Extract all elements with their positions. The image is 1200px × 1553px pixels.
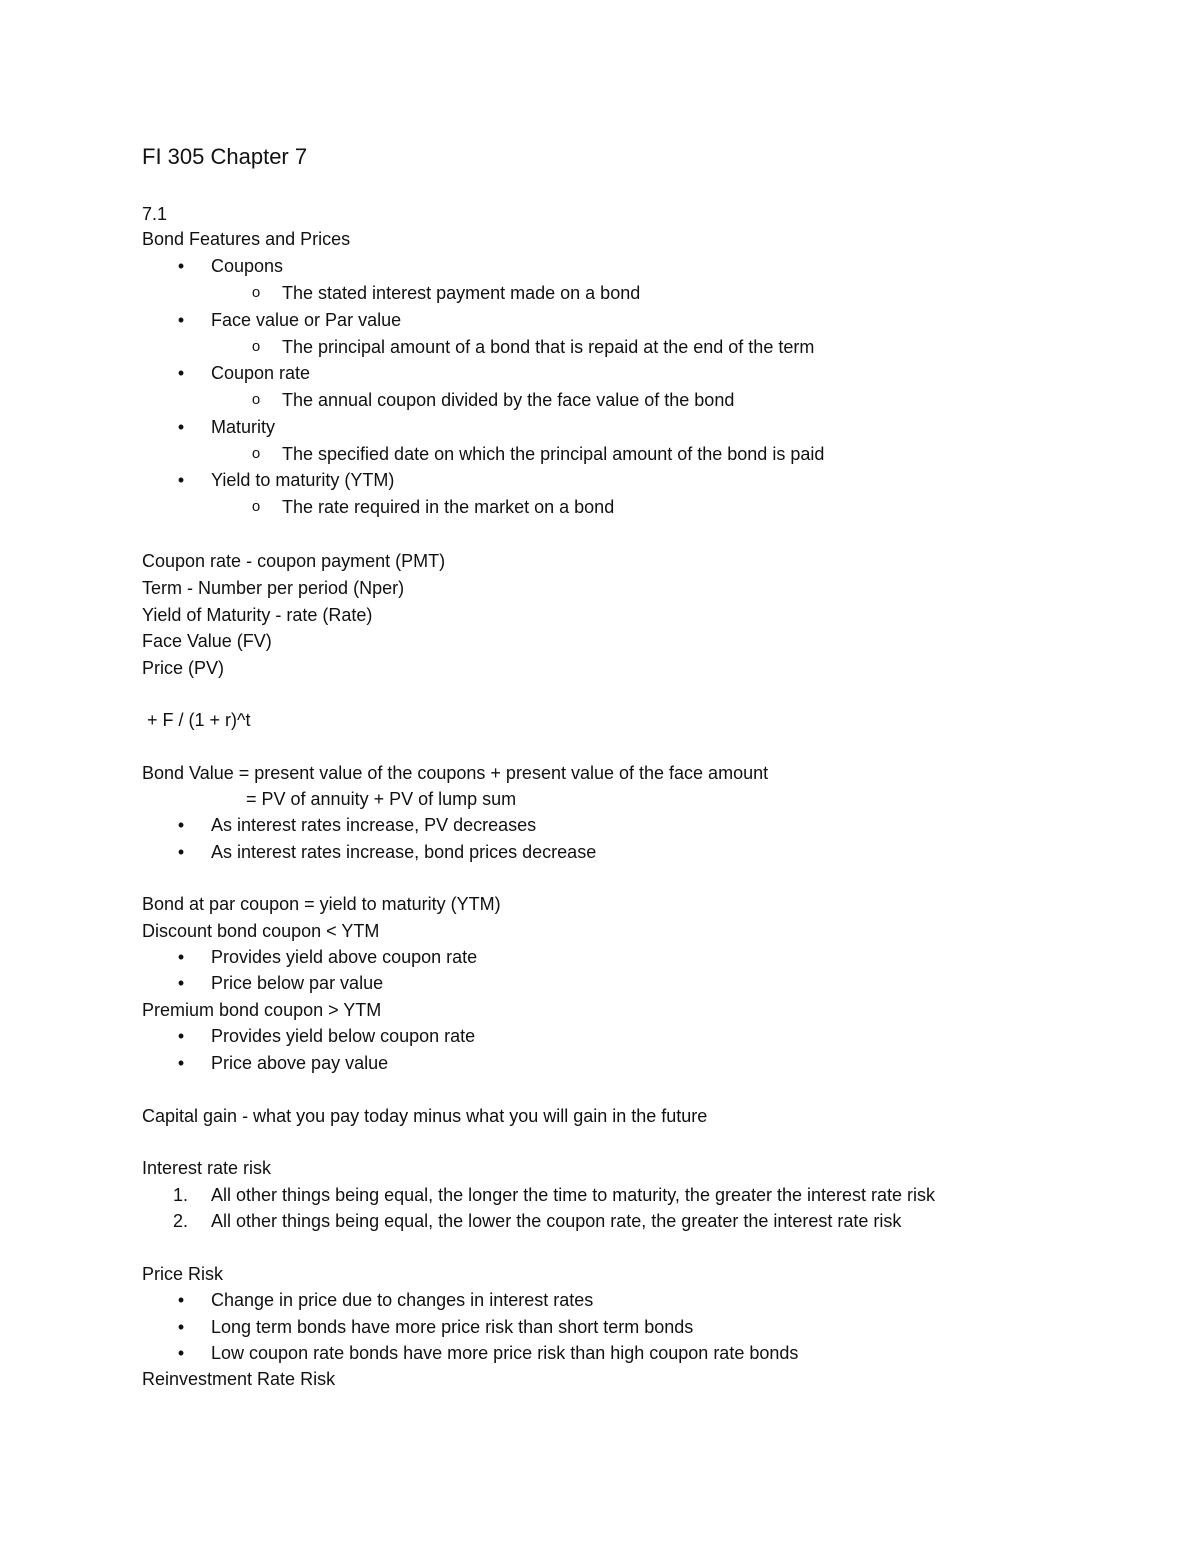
premium-line: Premium bond coupon > YTM — [142, 1000, 382, 1020]
list-number: 1. — [173, 1185, 189, 1205]
bullet-icon: • — [177, 815, 185, 835]
bullet-icon: • — [177, 363, 185, 383]
section-number: 7.1 — [142, 204, 168, 224]
hollow-bullet-icon: o — [251, 498, 261, 515]
discount-line: Discount bond coupon < YTM — [142, 921, 380, 941]
bullet-icon: • — [177, 842, 185, 862]
bullet-text: Long term bonds have more price risk than short term bonds — [211, 1317, 694, 1337]
bullet-text: Provides yield above coupon rate — [211, 947, 478, 967]
bond-value-line-continued: = PV of annuity + PV of lump sum — [246, 789, 517, 809]
feature-definition: The specified date on which the principal amount of the bond is paid — [282, 444, 825, 464]
bullet-icon: • — [177, 310, 185, 330]
interest-rate-risk-heading: Interest rate risk — [142, 1158, 272, 1178]
bond-value-line: Bond Value = present value of the coupons + present value of the face amount — [142, 763, 769, 783]
hollow-bullet-icon: o — [251, 284, 261, 301]
bullet-text: Provides yield below coupon rate — [211, 1026, 476, 1046]
formula-line: + F / (1 + r)^t — [147, 710, 251, 730]
feature-definition: The annual coupon divided by the face value of the bond — [282, 390, 735, 410]
bullet-text: Price below par value — [211, 973, 384, 993]
mapping-line: Yield of Maturity - rate (Rate) — [142, 605, 373, 625]
reinvestment-heading: Reinvestment Rate Risk — [142, 1369, 336, 1389]
list-item-text: All other things being equal, the lower the coupon rate, the greater the interest rate risk — [211, 1211, 902, 1231]
capital-gain-line: Capital gain - what you pay today minus what you will gain in the future — [142, 1106, 708, 1126]
bullet-text: Low coupon rate bonds have more price risk than high coupon rate bonds — [211, 1343, 799, 1363]
feature-term: Yield to maturity (YTM) — [211, 470, 395, 490]
bullet-icon: • — [177, 1053, 185, 1073]
bullet-text: Change in price due to changes in interest rates — [211, 1290, 594, 1310]
feature-term: Face value or Par value — [211, 310, 402, 330]
bullet-icon: • — [177, 1026, 185, 1046]
feature-term: Maturity — [211, 417, 276, 437]
bullet-text: Price above pay value — [211, 1053, 389, 1073]
mapping-line: Coupon rate - coupon payment (PMT) — [142, 551, 446, 571]
feature-definition: The rate required in the market on a bond — [282, 497, 615, 517]
bullet-icon: • — [177, 470, 185, 490]
bullet-icon: • — [177, 1317, 185, 1337]
list-item-text: All other things being equal, the longer the time to maturity, the greater the interest rate risk — [211, 1185, 936, 1205]
feature-definition: The stated interest payment made on a bond — [282, 283, 641, 303]
mapping-line: Price (PV) — [142, 658, 225, 678]
feature-term: Coupon rate — [211, 363, 311, 383]
list-number: 2. — [173, 1211, 189, 1231]
par-line: Bond at par coupon = yield to maturity (YTM) — [142, 894, 501, 914]
feature-definition: The principal amount of a bond that is repaid at the end of the term — [282, 337, 815, 357]
feature-term: Coupons — [211, 256, 284, 276]
bullet-text: As interest rates increase, bond prices decrease — [211, 842, 597, 862]
mapping-line: Face Value (FV) — [142, 631, 272, 651]
bullet-icon: • — [177, 417, 185, 437]
bullet-icon: • — [177, 256, 185, 276]
bullet-icon: • — [177, 1290, 185, 1310]
price-risk-heading: Price Risk — [142, 1264, 224, 1284]
document-title: FI 305 Chapter 7 — [142, 144, 308, 169]
bullet-text: As interest rates increase, PV decreases — [211, 815, 537, 835]
bullet-icon: • — [177, 947, 185, 967]
hollow-bullet-icon: o — [251, 338, 261, 355]
hollow-bullet-icon: o — [251, 445, 261, 462]
bullet-icon: • — [177, 973, 185, 993]
mapping-line: Term - Number per period (Nper) — [142, 578, 405, 598]
section-heading: Bond Features and Prices — [142, 229, 351, 249]
hollow-bullet-icon: o — [251, 391, 261, 408]
bullet-icon: • — [177, 1343, 185, 1363]
